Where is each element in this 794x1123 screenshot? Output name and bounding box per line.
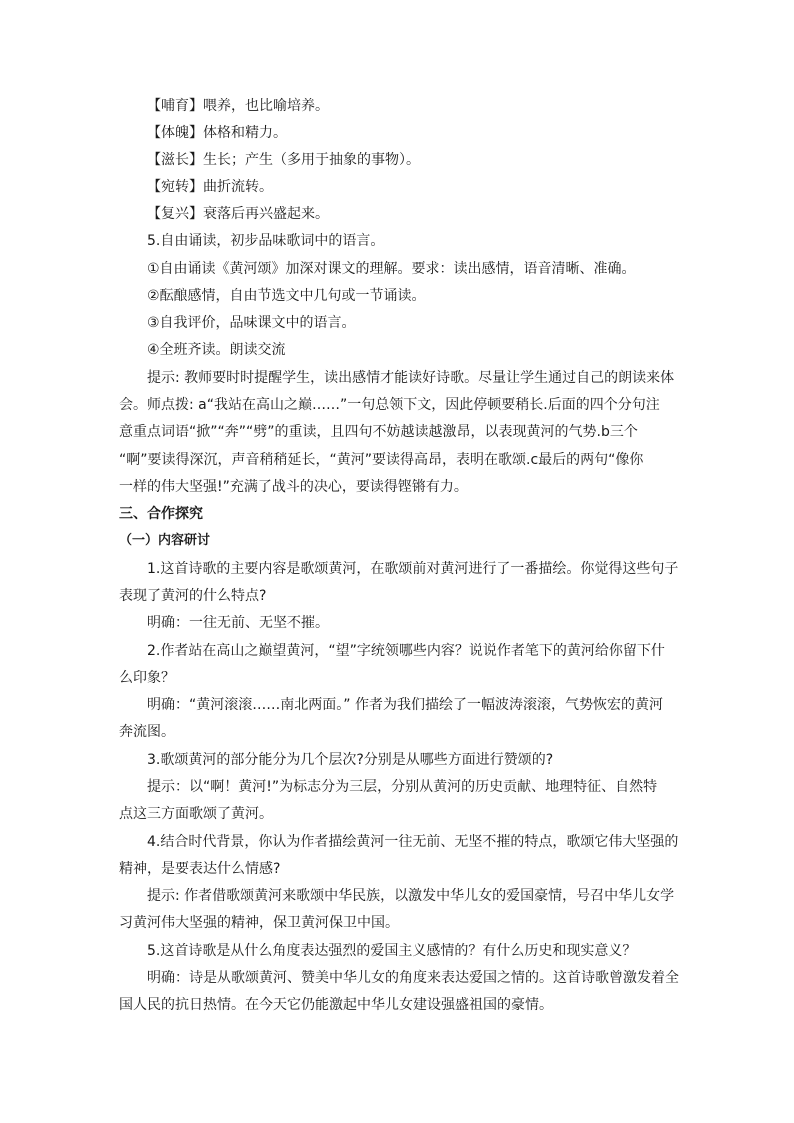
vocab-item: 【哺育】喂养，也比喻培养。 <box>147 98 329 114</box>
tip-paragraph-line: 提示: 教师要时时提醒学生，读出感情才能读好诗歌。尽量让学生通过自己的朗读来体 <box>147 370 675 386</box>
vocab-item: 【复兴】衰落后再兴盛起来。 <box>147 206 329 222</box>
step-title: 5.自由诵读，初步品味歌词中的语言。 <box>147 233 385 249</box>
answer-line: 提示: 作者借歌颂黄河来歌颂中华民族，以激发中华儿女的爱国豪情，号召中华儿女学 <box>147 888 675 904</box>
answer-line: 明确：一往无前、无坚不摧。 <box>147 615 329 631</box>
vocab-item: 【滋长】生长；产生（多用于抽象的事物）。 <box>147 152 420 168</box>
question-line: 精神，是要表达什么情感? <box>119 861 281 877</box>
answer-line: 点这三方面歌颂了黄河。 <box>119 806 273 822</box>
tip-paragraph-line: 一样的伟大坚强!”充满了战斗的决心，要读得铿锵有力。 <box>119 479 468 495</box>
answer-line: 国人民的抗日热情。在今天它仍能激起中华儿女建设强盛祖国的豪情。 <box>119 997 553 1013</box>
question-line: 3.歌颂黄河的部分能分为几个层次?分别是从哪些方面进行赞颂的? <box>147 752 554 768</box>
question-line: 表现了黄河的什么特点? <box>119 588 267 604</box>
question-line: 5.这首诗歌是从什么角度表达强烈的爱国主义感情的？有什么历史和现实意义？ <box>147 943 637 959</box>
tip-paragraph-line: “啊”要读得深沉，声音稍稍延长，“黄河”要读得高昂，表明在歌颂.c最后的两句“像你 <box>119 452 644 468</box>
question-line: 4.结合时代背景，你认为作者描绘黄河一往无前、无坚不摧的特点，歌颂它伟大坚强的 <box>147 834 679 850</box>
step-item: ②酝酿感情，自由节选文中几句或一节诵读。 <box>147 288 426 304</box>
step-item: ④全班齐读。朗读交流 <box>147 342 286 358</box>
answer-line: 明确：“黄河滚滚……南北两面。” 作者为我们描绘了一幅波涛滚滚，气势恢宏的黄河 <box>147 697 663 713</box>
vocab-item: 【宛转】曲折流转。 <box>147 179 273 195</box>
section-heading: 三、合作探究 <box>119 506 203 522</box>
vocab-item: 【体魄】体格和精力。 <box>147 125 287 141</box>
step-item: ①自由诵读《黄河颂》加深对课文的理解。要求：读出感情，语音清晰、准确。 <box>147 261 636 277</box>
question-line: 么印象？ <box>119 670 175 686</box>
answer-line: 习黄河伟大坚强的精神，保卫黄河保卫中国。 <box>119 915 399 931</box>
tip-paragraph-line: 会。师点拨: a“我站在高山之巅……”一句总领下文，因此停顿要稍长.后面的四个分句注 <box>119 397 660 413</box>
answer-line: 明确：诗是从歌颂黄河、赞美中华儿女的角度来表达爱国之情的。这首诗歌曾激发着全 <box>147 970 679 986</box>
tip-paragraph-line: 意重点词语“掀”“奔”“劈”的重读，且四句不妨越读越激昂，以表现黄河的气势.b三个 <box>119 424 638 440</box>
step-item: ③自我评价，品味课文中的语言。 <box>147 315 356 331</box>
question-line: 2.作者站在高山之巅望黄河，“望”字统领哪些内容？说说作者笔下的黄河给你留下什 <box>147 643 665 659</box>
subsection-heading: （一）内容研讨 <box>119 533 211 548</box>
answer-line: 奔流图。 <box>119 724 175 740</box>
answer-line: 提示：以“啊！黄河!”为标志分为三层，分别从黄河的历史贡献、地理特征、自然特 <box>147 779 658 795</box>
question-line: 1.这首诗歌的主要内容是歌颂黄河，在歌颂前对黄河进行了一番描绘。你觉得这些句子 <box>147 561 679 577</box>
